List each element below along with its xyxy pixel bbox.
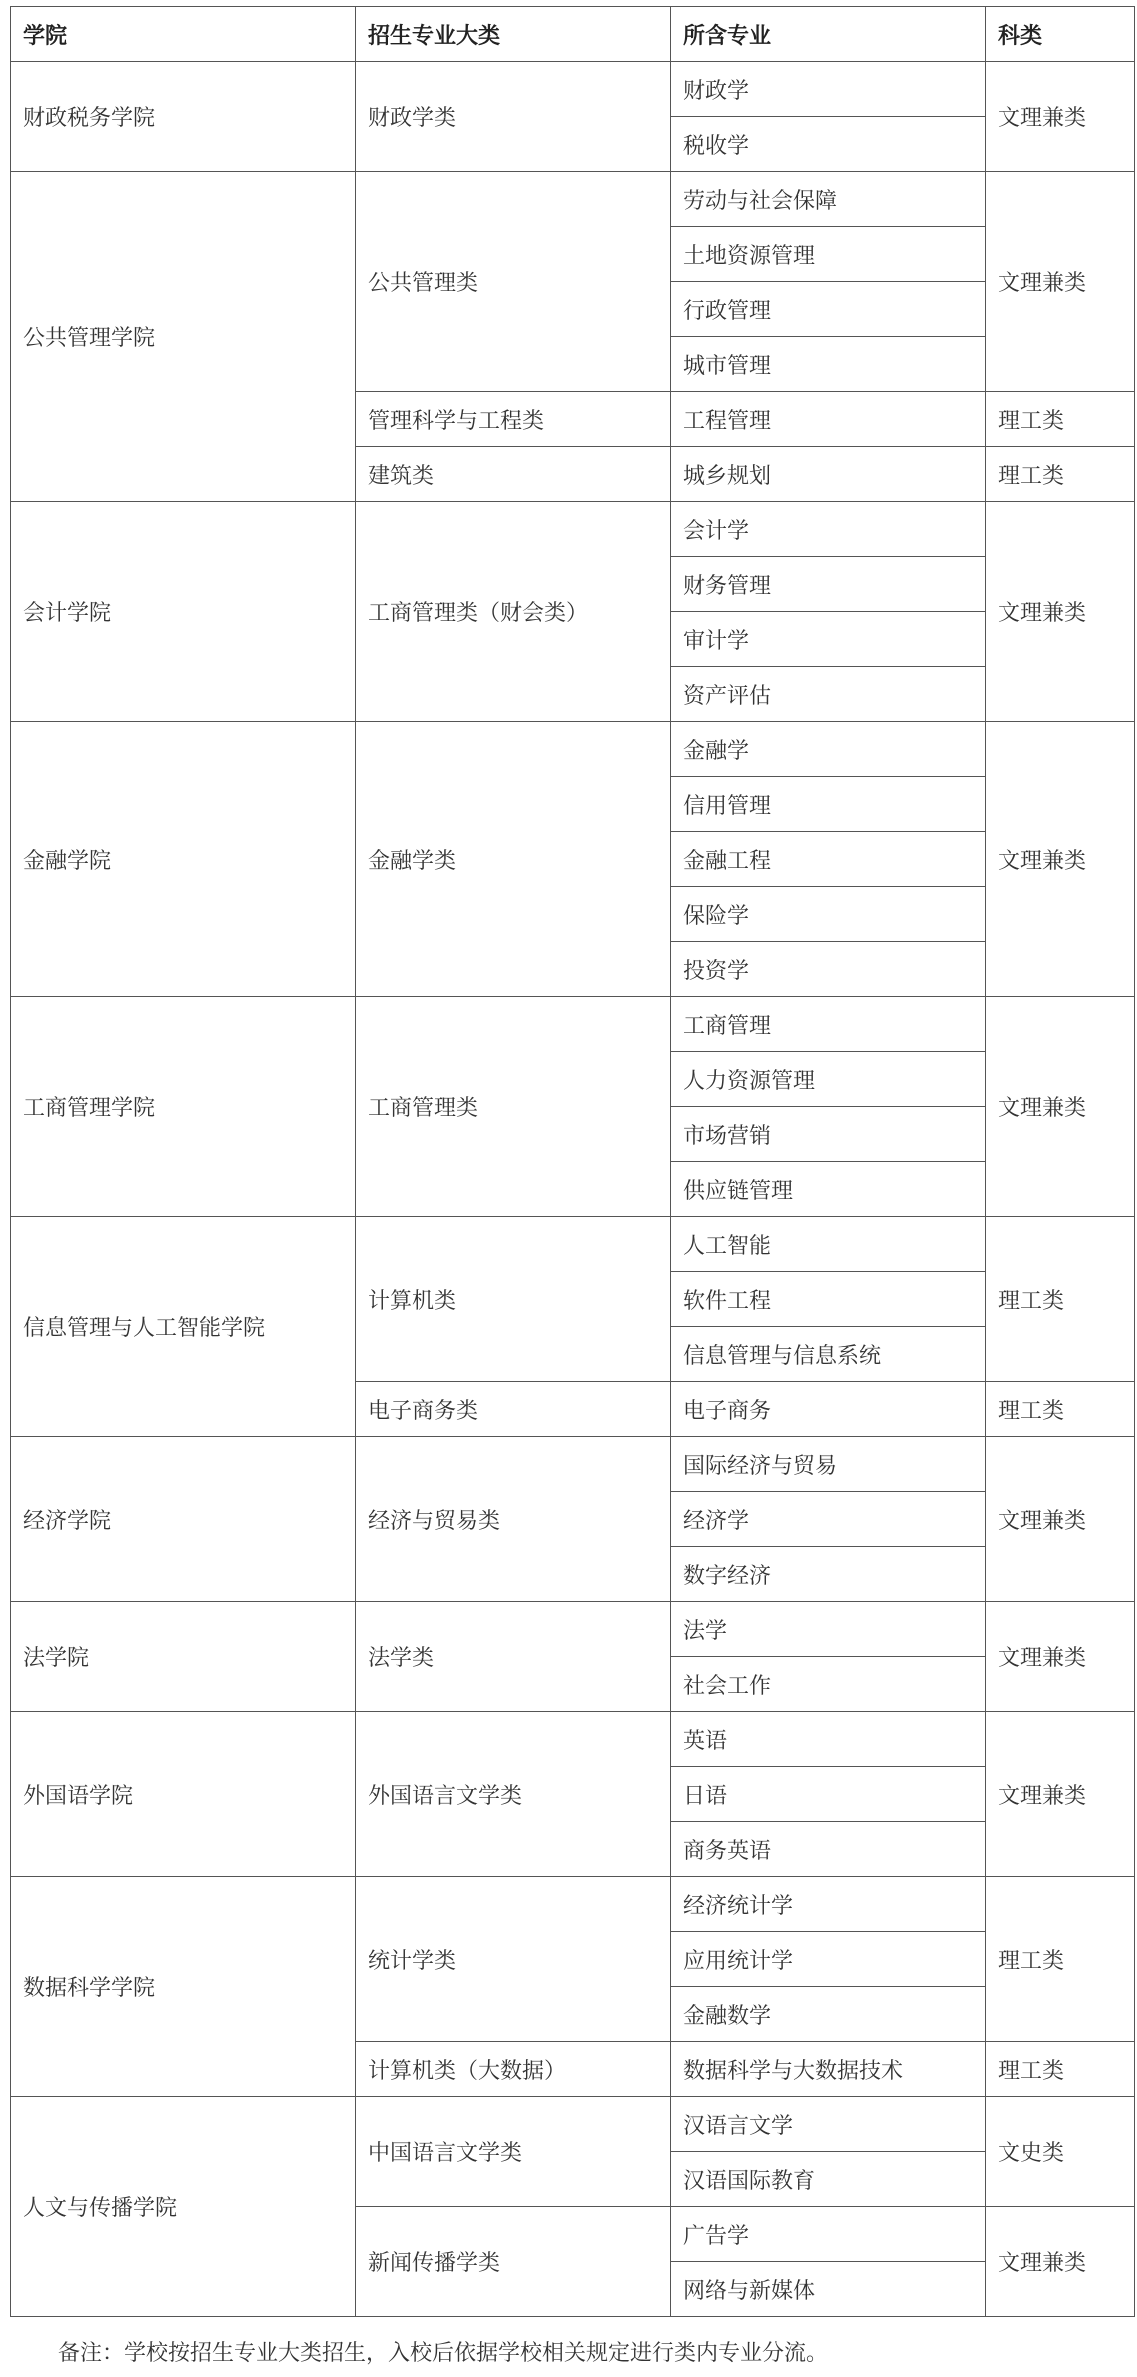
subject-type-cell: 文史类 — [986, 2097, 1135, 2207]
category-cell: 金融学类 — [356, 722, 671, 997]
major-cell: 金融学 — [671, 722, 986, 777]
header-majors: 所含专业 — [671, 7, 986, 62]
major-cell: 财务管理 — [671, 557, 986, 612]
table-header — [11, 7, 1135, 62]
major-cell: 经济统计学 — [671, 1877, 986, 1932]
category-cell: 公共管理类 — [356, 172, 671, 392]
major-cell: 法学 — [671, 1602, 986, 1657]
table-row — [11, 1437, 1135, 1492]
table-row — [11, 172, 1135, 227]
college-cell: 工商管理学院 — [11, 997, 356, 1217]
category-cell: 财政学类 — [356, 62, 671, 172]
major-cell: 软件工程 — [671, 1272, 986, 1327]
college-cell: 财政税务学院 — [11, 62, 356, 172]
subject-type-cell: 理工类 — [986, 447, 1135, 502]
category-cell: 工商管理类（财会类） — [356, 502, 671, 722]
category-cell: 计算机类（大数据） — [356, 2042, 671, 2097]
major-cell: 电子商务 — [671, 1382, 986, 1437]
major-cell: 数字经济 — [671, 1547, 986, 1602]
major-cell: 广告学 — [671, 2207, 986, 2262]
major-cell: 数据科学与大数据技术 — [671, 2042, 986, 2097]
subject-type-cell: 文理兼类 — [986, 1712, 1135, 1877]
major-cell: 汉语言文学 — [671, 2097, 986, 2152]
table-body — [11, 62, 1135, 2317]
college-cell: 金融学院 — [11, 722, 356, 997]
table-row — [11, 997, 1135, 1052]
college-cell: 经济学院 — [11, 1437, 356, 1602]
major-cell: 国际经济与贸易 — [671, 1437, 986, 1492]
header-category: 招生专业大类 — [356, 7, 671, 62]
major-cell: 社会工作 — [671, 1657, 986, 1712]
major-cell: 城市管理 — [671, 337, 986, 392]
major-cell: 信息管理与信息系统 — [671, 1327, 986, 1382]
header-college: 学院 — [11, 7, 356, 62]
subject-type-cell: 理工类 — [986, 392, 1135, 447]
major-cell: 汉语国际教育 — [671, 2152, 986, 2207]
major-cell: 经济学 — [671, 1492, 986, 1547]
subject-type-cell: 文理兼类 — [986, 62, 1135, 172]
table-row — [11, 62, 1135, 117]
major-cell: 工程管理 — [671, 392, 986, 447]
major-cell: 税收学 — [671, 117, 986, 172]
table-row — [11, 1217, 1135, 1272]
header-row — [11, 7, 1135, 62]
major-cell: 人力资源管理 — [671, 1052, 986, 1107]
major-cell: 金融数学 — [671, 1987, 986, 2042]
category-cell: 外国语言文学类 — [356, 1712, 671, 1877]
college-cell: 数据科学学院 — [11, 1877, 356, 2097]
category-cell: 建筑类 — [356, 447, 671, 502]
header-subject-type: 科类 — [986, 7, 1135, 62]
major-cell: 网络与新媒体 — [671, 2262, 986, 2317]
table-row — [11, 1712, 1135, 1767]
category-cell: 管理科学与工程类 — [356, 392, 671, 447]
college-cell: 外国语学院 — [11, 1712, 356, 1877]
major-cell: 行政管理 — [671, 282, 986, 337]
category-cell: 统计学类 — [356, 1877, 671, 2042]
college-cell: 信息管理与人工智能学院 — [11, 1217, 356, 1437]
major-cell: 资产评估 — [671, 667, 986, 722]
subject-type-cell: 理工类 — [986, 1217, 1135, 1382]
college-cell: 法学院 — [11, 1602, 356, 1712]
subject-type-cell: 文理兼类 — [986, 2207, 1135, 2317]
table-row — [11, 722, 1135, 777]
major-cell: 投资学 — [671, 942, 986, 997]
major-cell: 市场营销 — [671, 1107, 986, 1162]
subject-type-cell: 文理兼类 — [986, 1602, 1135, 1712]
major-cell: 保险学 — [671, 887, 986, 942]
major-cell: 会计学 — [671, 502, 986, 557]
category-cell: 新闻传播学类 — [356, 2207, 671, 2317]
subject-type-cell: 理工类 — [986, 1877, 1135, 2042]
subject-type-cell: 文理兼类 — [986, 722, 1135, 997]
subject-type-cell: 文理兼类 — [986, 172, 1135, 392]
major-cell: 审计学 — [671, 612, 986, 667]
table-row — [11, 1877, 1135, 1932]
category-cell: 经济与贸易类 — [356, 1437, 671, 1602]
college-cell: 会计学院 — [11, 502, 356, 722]
major-cell: 应用统计学 — [671, 1932, 986, 1987]
footnote: 备注：学校按招生专业大类招生，入校后依据学校相关规定进行类内专业分流。 — [58, 2341, 829, 2366]
table-row — [11, 502, 1135, 557]
major-cell: 供应链管理 — [671, 1162, 986, 1217]
admissions-table — [10, 6, 1135, 2317]
category-cell: 工商管理类 — [356, 997, 671, 1217]
subject-type-cell: 文理兼类 — [986, 502, 1135, 722]
major-cell: 金融工程 — [671, 832, 986, 887]
major-cell: 财政学 — [671, 62, 986, 117]
major-cell: 人工智能 — [671, 1217, 986, 1272]
table-row — [11, 1602, 1135, 1657]
college-cell: 人文与传播学院 — [11, 2097, 356, 2317]
table-row — [11, 2097, 1135, 2152]
category-cell: 法学类 — [356, 1602, 671, 1712]
category-cell: 电子商务类 — [356, 1382, 671, 1437]
major-cell: 商务英语 — [671, 1822, 986, 1877]
subject-type-cell: 文理兼类 — [986, 997, 1135, 1217]
subject-type-cell: 文理兼类 — [986, 1437, 1135, 1602]
major-cell: 土地资源管理 — [671, 227, 986, 282]
major-cell: 工商管理 — [671, 997, 986, 1052]
major-cell: 日语 — [671, 1767, 986, 1822]
major-cell: 劳动与社会保障 — [671, 172, 986, 227]
subject-type-cell: 理工类 — [986, 1382, 1135, 1437]
category-cell: 计算机类 — [356, 1217, 671, 1382]
college-cell: 公共管理学院 — [11, 172, 356, 502]
category-cell: 中国语言文学类 — [356, 2097, 671, 2207]
subject-type-cell: 理工类 — [986, 2042, 1135, 2097]
major-cell: 英语 — [671, 1712, 986, 1767]
major-cell: 城乡规划 — [671, 447, 986, 502]
major-cell: 信用管理 — [671, 777, 986, 832]
